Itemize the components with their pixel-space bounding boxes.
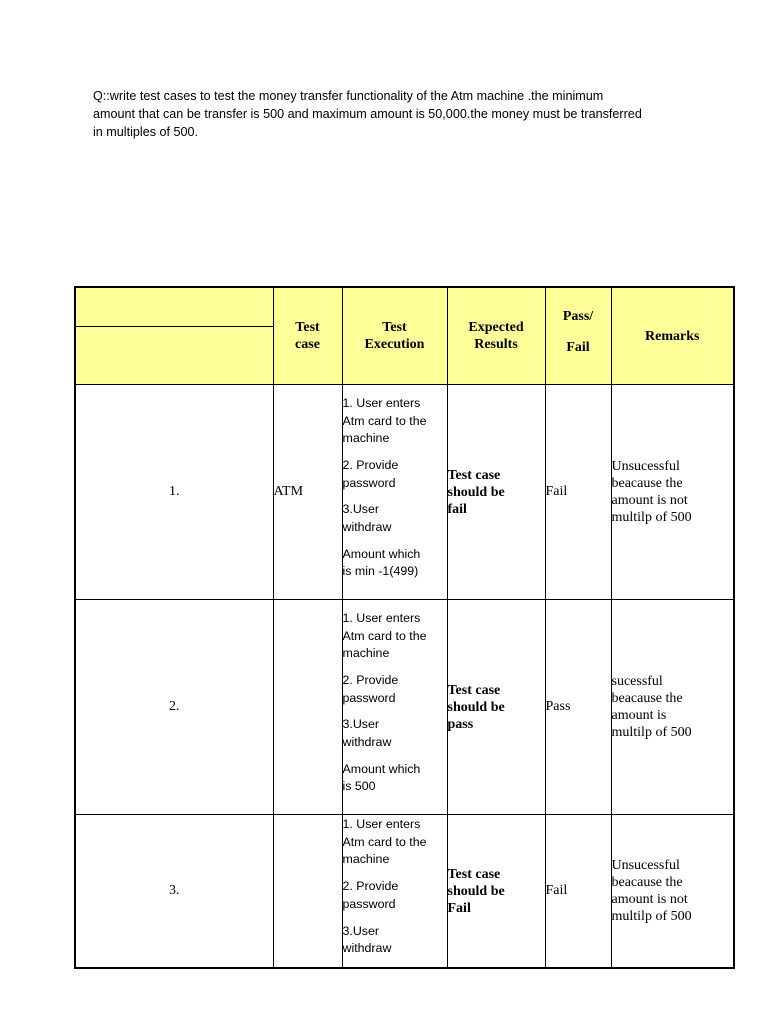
execution-step: 2. Provide password [342,879,399,911]
execution-step: Amount which is 500 [342,761,421,794]
execution-step: Amount which is min -1(499) [342,546,421,579]
row-remarks: Unsucessful beacause the amount is not multilp of 500 [611,815,734,969]
row-status: Fail [545,385,611,600]
execution-step: 1. User enters Atm card to the machine [342,395,427,446]
row-number: 2. [75,600,273,815]
corner-divider [76,326,273,327]
row-expected-result: Test case should be pass [447,600,545,815]
row-remarks: Unsucessful beacause the amount is not multilp of 500 [611,385,734,600]
execution-step: 3.User withdraw [342,923,392,956]
row-test-case [273,600,342,815]
header-corner-cell [75,287,273,385]
execution-step: 2. Provide password [342,457,399,490]
execution-step: 1. User enters Atm card to the machine [342,817,427,867]
table-row [75,815,734,969]
row-test-case [273,815,342,969]
header-pass-label: Pass/ [562,309,594,324]
row-status: Fail [545,815,611,969]
header-fail-label: Fail [566,340,590,355]
header-expected-results: Expected Results [447,287,545,385]
row-expected-result: Test case should be Fail [447,815,545,969]
execution-step: 3.User withdraw [342,717,392,750]
row-test-execution [342,815,447,969]
table-row [75,600,734,815]
row-number: 3. [75,815,273,969]
row-remarks: sucessful beacause the amount is multilp of 500 [611,600,734,815]
header-remarks: Remarks [611,287,734,385]
table-row [75,385,734,600]
execution-step: 2. Provide password [342,672,399,705]
row-test-case: ATM [273,385,342,600]
execution-step: 1. User enters Atm card to the machine [342,610,427,661]
row-test-execution [342,600,447,815]
execution-step: 3.User withdraw [342,502,392,535]
row-expected-result: Test case should be fail [447,385,545,600]
header-pass-fail [545,287,611,385]
row-test-execution [342,385,447,600]
test-cases-table [74,286,735,969]
header-test-execution: Test Execution [342,287,447,385]
table-header-row [75,287,734,385]
question-text: Q::write test cases to test the money transfer functionality of the Atm machine .the minimum amount that can be transfer is 500 and maximum amount is 50,000.the money must be transferred in multiples of 500. [93,89,642,139]
header-test-case: Test case [273,287,342,385]
row-status: Pass [545,600,611,815]
row-number: 1. [75,385,273,600]
